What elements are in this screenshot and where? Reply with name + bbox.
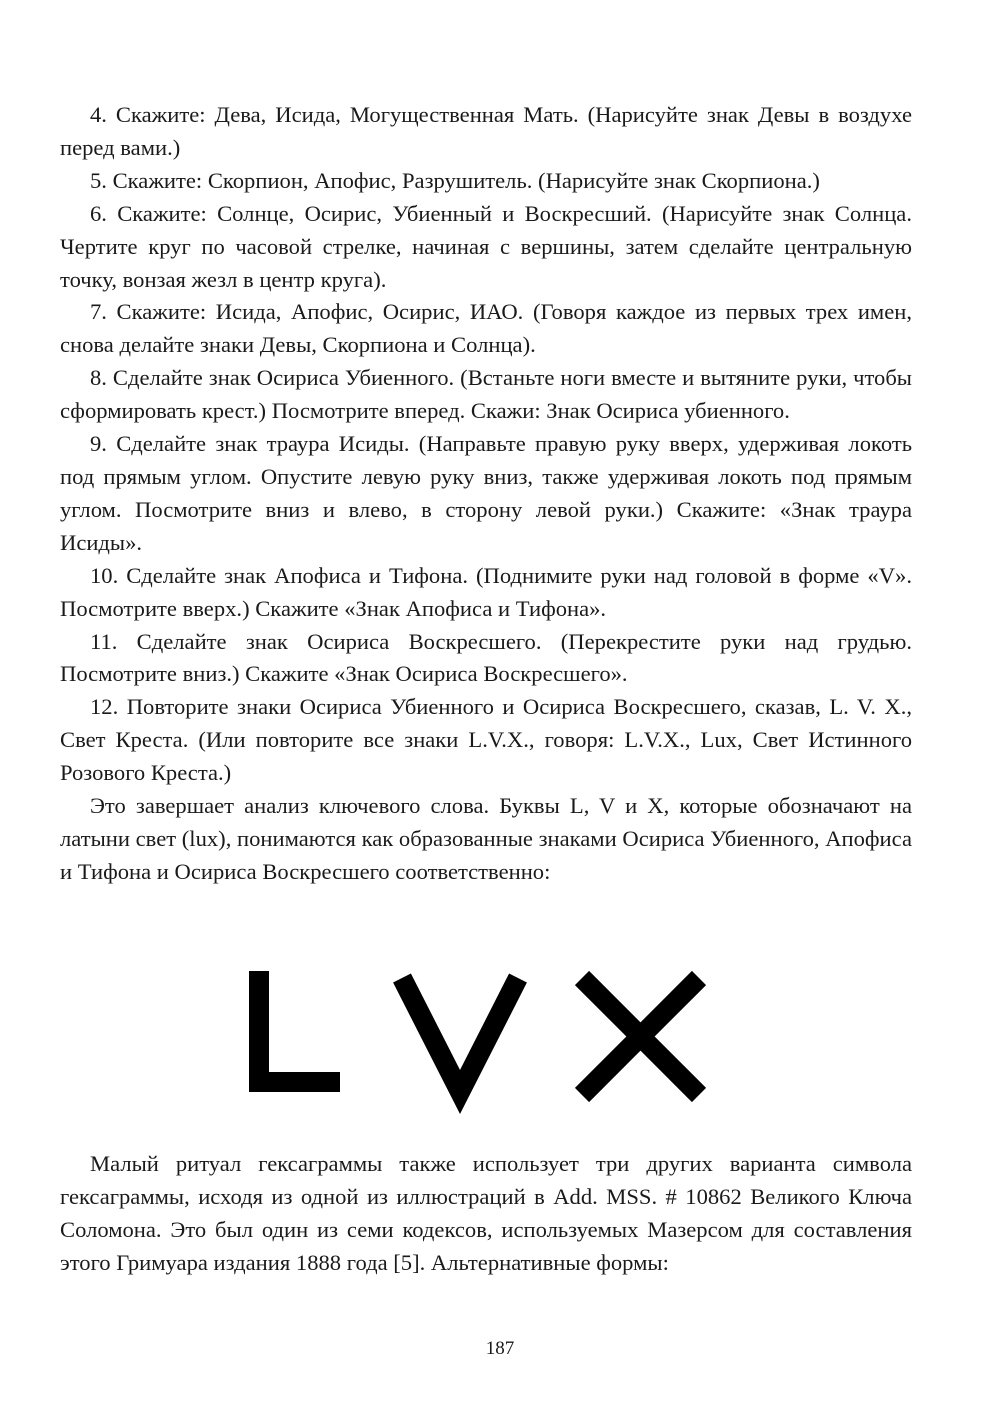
- page-number: 187: [485, 1338, 515, 1359]
- letter-l-glyph: [249, 971, 340, 1092]
- paragraph-step-11: 11. Сделайте знак Осириса Воскресшего. (Перекрестите руки над грудью. Посмотрите вниз.) Скажите «Знак Осириса Воскресшего».: [60, 628, 912, 687]
- paragraph-hexagram: Малый ритуал гексаграммы также использует три других варианта символа гексаграммы, исходя из одной из иллюстраций в Add. MSS. # 10862 Великого Ключа Соломона. Это был один из семи кодексов, используемых Мазерсом для составления этого Гримуара издания 1888 года [5]. Альтернативные формы:: [60, 1151, 912, 1275]
- lvx-figure: [235, 965, 735, 1115]
- closing-text: [60, 1148, 912, 1280]
- main-text: [60, 99, 912, 889]
- paragraph-step-8: 8. Сделайте знак Осириса Убиенного. (Встаньте ноги вместе и вытяните руки, чтобы сформировать крест.) Посмотрите вперед. Скажи: Знак Осириса убиенного.: [60, 365, 912, 424]
- letter-x-glyph: [582, 978, 699, 1095]
- paragraph-step-6: 6. Скажите: Солнце, Осирис, Убиенный и Воскресший. (Нарисуйте знак Солнца. Чертите круг по часовой стрелке, начиная с вершины, затем сделайте центральную точку, вонзая жезл в центр круга).: [60, 200, 912, 292]
- paragraph-step-12: 12. Повторите знаки Осириса Убиенного и Осириса Воскресшего, сказав, L. V. X., Свет Креста. (Или повторите все знаки L.V.X., говоря: L.V.X., Lux, Свет Истинного Розового Креста.): [60, 694, 912, 786]
- paragraph-conclusion: Это завершает анализ ключевого слова. Буквы L, V и X, которые обозначают на латыни свет (lux), понимаются как образованные знаками Осириса Убиенного, Апофиса и Тифона и Осириса Воскресшего соответственно:: [60, 793, 912, 884]
- paragraph-step-5: 5. Скажите: Скорпион, Апофис, Разрушитель. (Нарисуйте знак Скорпиона.): [90, 167, 820, 193]
- paragraph-step-4: 4. Скажите: Дева, Исида, Могущественная Мать. (Нарисуйте знак Девы в воздухе перед вами.): [60, 102, 912, 160]
- lvx-illustration: [235, 965, 735, 1115]
- paragraph-step-9: 9. Сделайте знак траура Исиды. (Направьте правую руку вверх, удерживая локоть под прямым углом. Опустите левую руку вниз, также удерживая локоть под прямым углом. Посмотрите вниз и влево, в сторону левой руки.) Скажите: «Знак траура Исиды».: [60, 431, 912, 555]
- letter-v-glyph: [402, 978, 518, 1092]
- paragraph-step-10: 10. Сделайте знак Апофиса и Тифона. (Поднимите руки над головой в форме «V». Посмотрите вверх.) Скажите «Знак Апофиса и Тифона».: [60, 562, 912, 621]
- paragraph-step-7: 7. Скажите: Исида, Апофис, Осирис, ИАО. (Говоря каждое из первых трех имен, снова делайте знаки Девы, Скорпиона и Солнца).: [60, 299, 912, 358]
